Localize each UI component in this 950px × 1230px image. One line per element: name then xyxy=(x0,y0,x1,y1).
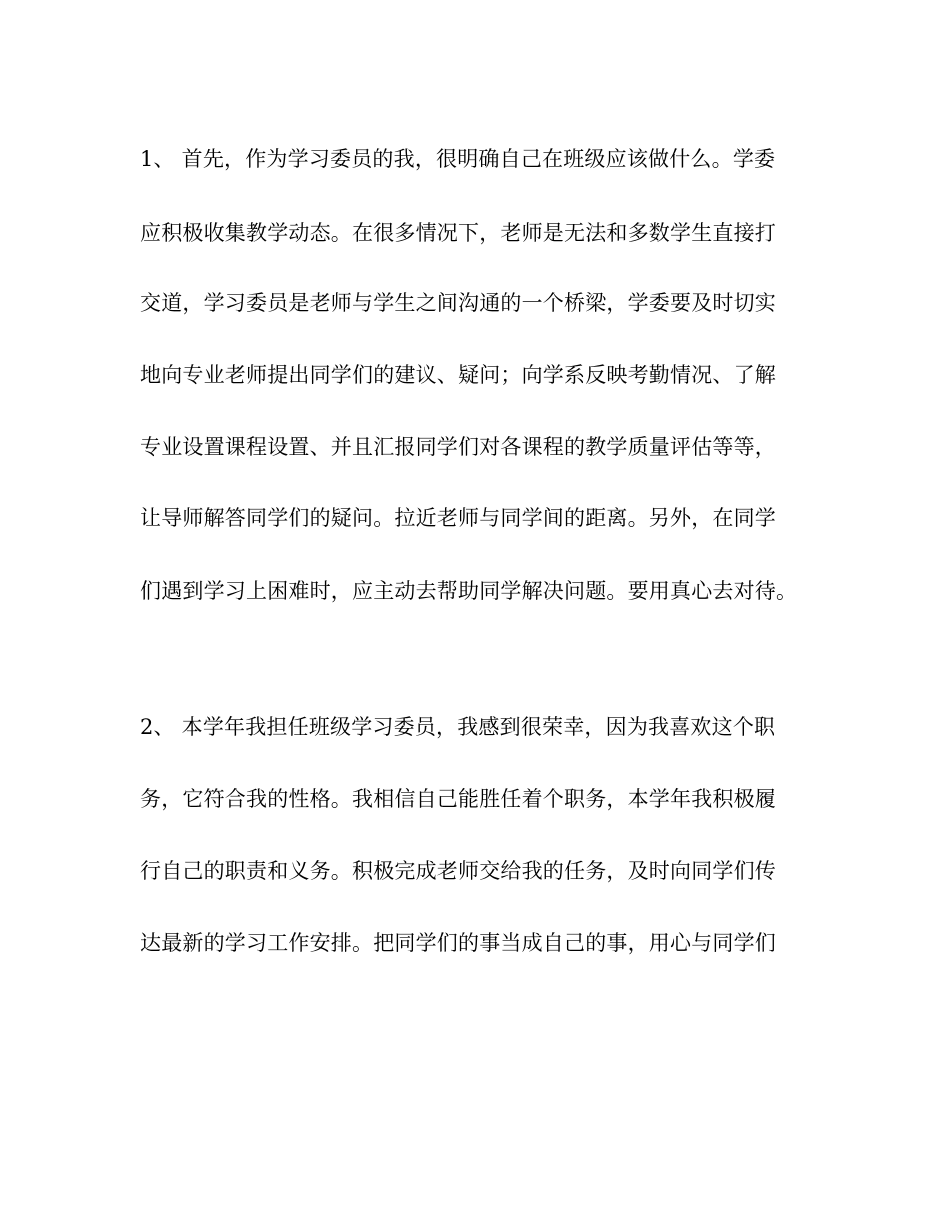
paragraph-line: 们遇到学习上困难时，应主动去帮助同学解决问题。要用真心去对待。 xyxy=(140,579,798,603)
paragraph-line: 应积极收集教学动态。在很多情况下，老师是无法和多数学生直接打 xyxy=(140,221,776,245)
paragraph-line: 达最新的学习工作安排。把同学们的事当成自己的事，用心与同学们 xyxy=(140,931,776,955)
paragraph-line: 让导师解答同学们的疑问。拉近老师与同学间的距离。另外，在同学 xyxy=(140,506,776,530)
paragraph-line: 1、 首先，作为学习委员的我，很明确自己在班级应该做什么。学委 xyxy=(140,147,776,171)
paragraph-line: 专业设置课程设置、并且汇报同学们对各课程的教学质量评估等等， xyxy=(140,435,776,459)
paragraph-line: 行自己的职责和义务。积极完成老师交给我的任务，及时向同学们传 xyxy=(140,859,776,883)
paragraph-line: 地向专业老师提出同学们的建议、疑问；向学系反映考勤情况、了解 xyxy=(140,363,776,387)
paragraph-line: 2、 本学年我担任班级学习委员，我感到很荣幸，因为我喜欢这个职 xyxy=(140,715,776,739)
paragraph-line: 交道，学习委员是老师与学生之间沟通的一个桥梁，学委要及时切实 xyxy=(140,291,776,315)
paragraph-line: 务，它符合我的性格。我相信自己能胜任着个职务，本学年我积极履 xyxy=(140,787,776,811)
